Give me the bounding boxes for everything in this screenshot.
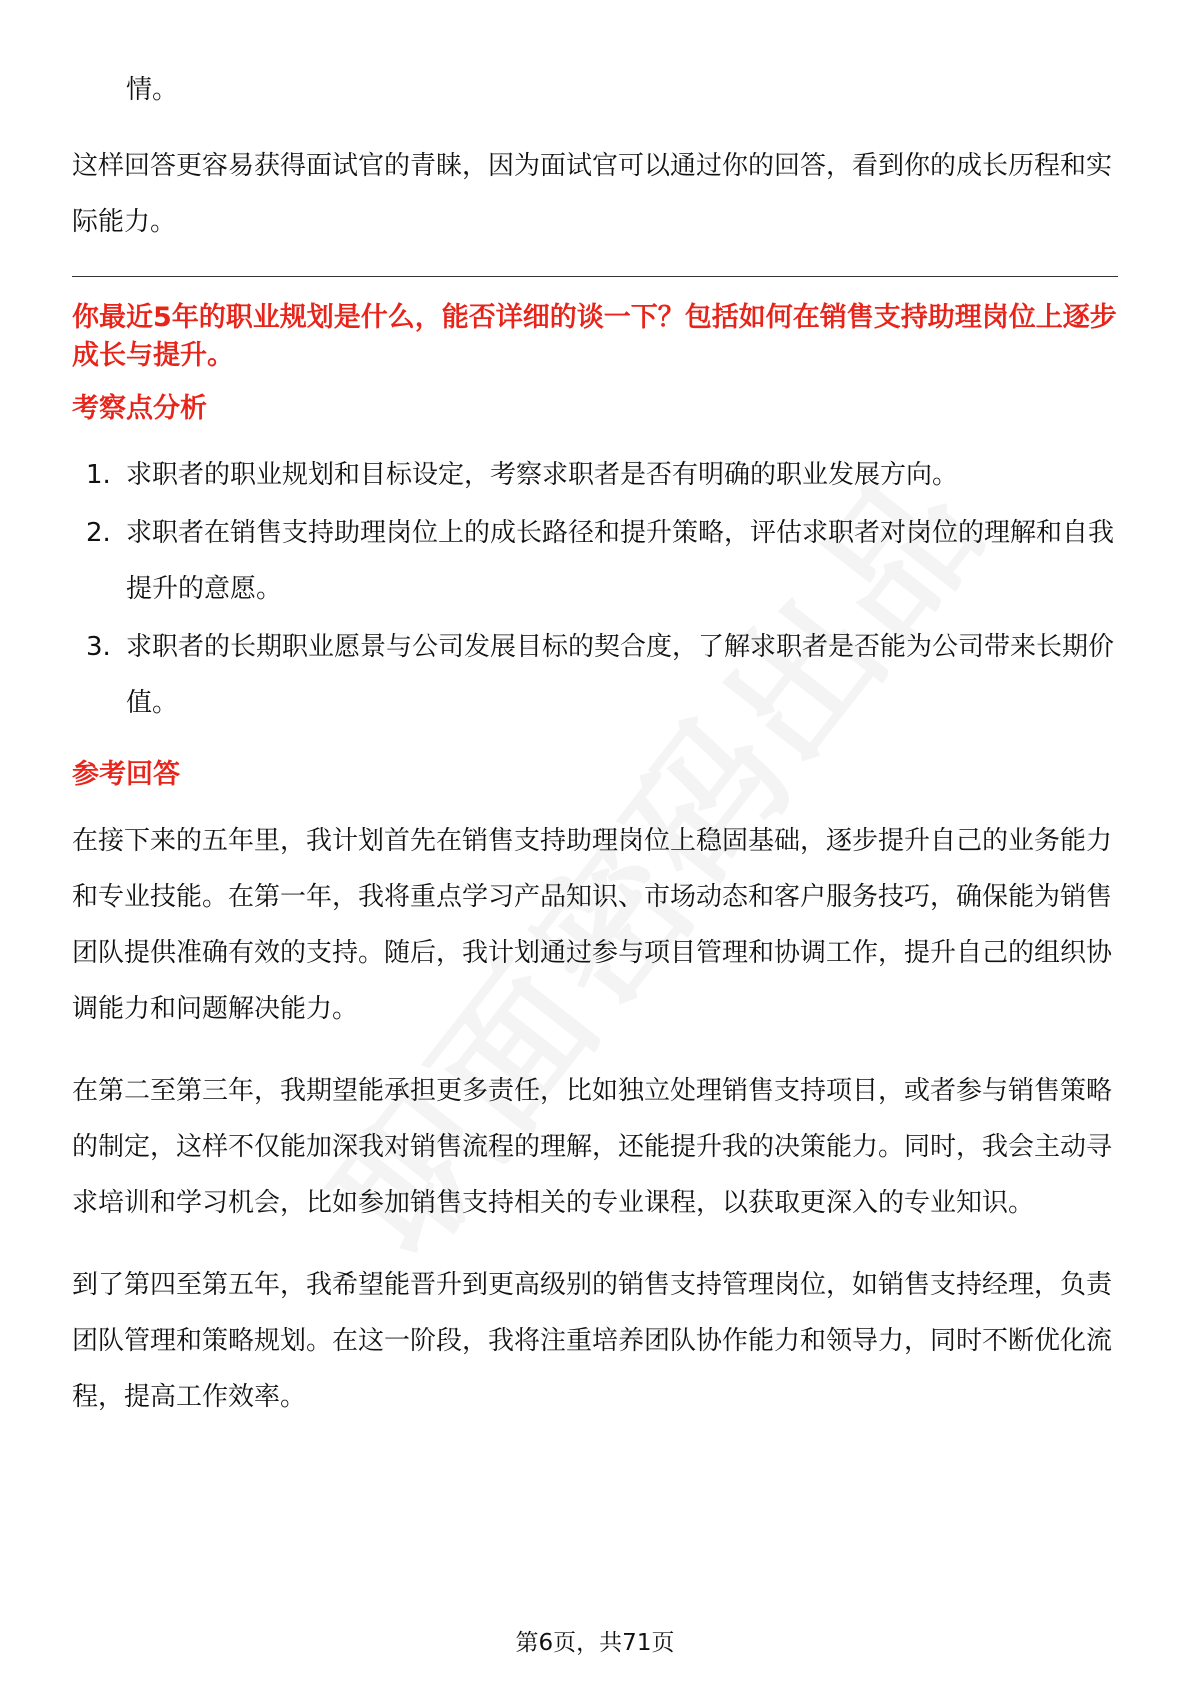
- list-item: [72, 505, 1118, 617]
- section-divider: [72, 276, 1118, 277]
- answer-paragraph: 在第二至第三年，我期望能承担更多责任，比如独立处理销售支持项目，或者参与销售策略的制定，这样不仅能加深我对销售流程的理解，还能提升我的决策能力。同时，我会主动寻求培训和学习机会，比如参加销售支持相关的专业课程，以获取更深入的专业知识。: [72, 1076, 1113, 1218]
- answer-paragraph: 在接下来的五年里，我计划首先在销售支持助理岗位上稳固基础，逐步提升自己的业务能力和专业技能。在第一年，我将重点学习产品知识、市场动态和客户服务技巧，确保能为销售团队提供准确有效的支持。随后，我计划通过参与项目管理和协调工作，提升自己的组织协调能力和问题解决能力。: [72, 826, 1113, 1024]
- analysis-list: [72, 447, 1118, 731]
- list-item-text: 求职者的长期职业愿景与公司发展目标的契合度，了解求职者是否能为公司带来长期价值。: [126, 632, 1115, 718]
- analysis-heading: 考察点分析: [72, 393, 207, 424]
- intro-paragraph: 这样回答更容易获得面试官的青睐，因为面试官可以通过你的回答，看到你的成长历程和实际能力。: [72, 151, 1113, 237]
- content-area: [72, 62, 1118, 1451]
- page-footer: 第6页，共71页: [515, 1630, 675, 1656]
- list-item: [72, 447, 1118, 503]
- list-item-number: 3.: [86, 632, 111, 662]
- question-heading: 你最近5年的职业规划是什么，能否详细的谈一下？包括如何在销售支持助理岗位上逐步成长与提升。: [72, 302, 1117, 371]
- list-item-text: 求职者在销售支持助理岗位上的成长路径和提升策略，评估求职者对岗位的理解和自我提升的意愿。: [126, 518, 1115, 604]
- list-item-text: 求职者的职业规划和目标设定，考察求职者是否有明确的职业发展方向。: [126, 460, 959, 490]
- list-item: [72, 619, 1118, 731]
- continuation-line: 情。: [126, 75, 179, 105]
- list-item-number: 2.: [86, 518, 111, 548]
- answer-paragraph: 到了第四至第五年，我希望能晋升到更高级别的销售支持管理岗位，如销售支持经理，负责团队管理和策略规划。在这一阶段，我将注重培养团队协作能力和领导力，同时不断优化流程，提高工作效率。: [72, 1270, 1113, 1412]
- answer-heading: 参考回答: [72, 759, 180, 790]
- list-item-number: 1.: [86, 460, 111, 490]
